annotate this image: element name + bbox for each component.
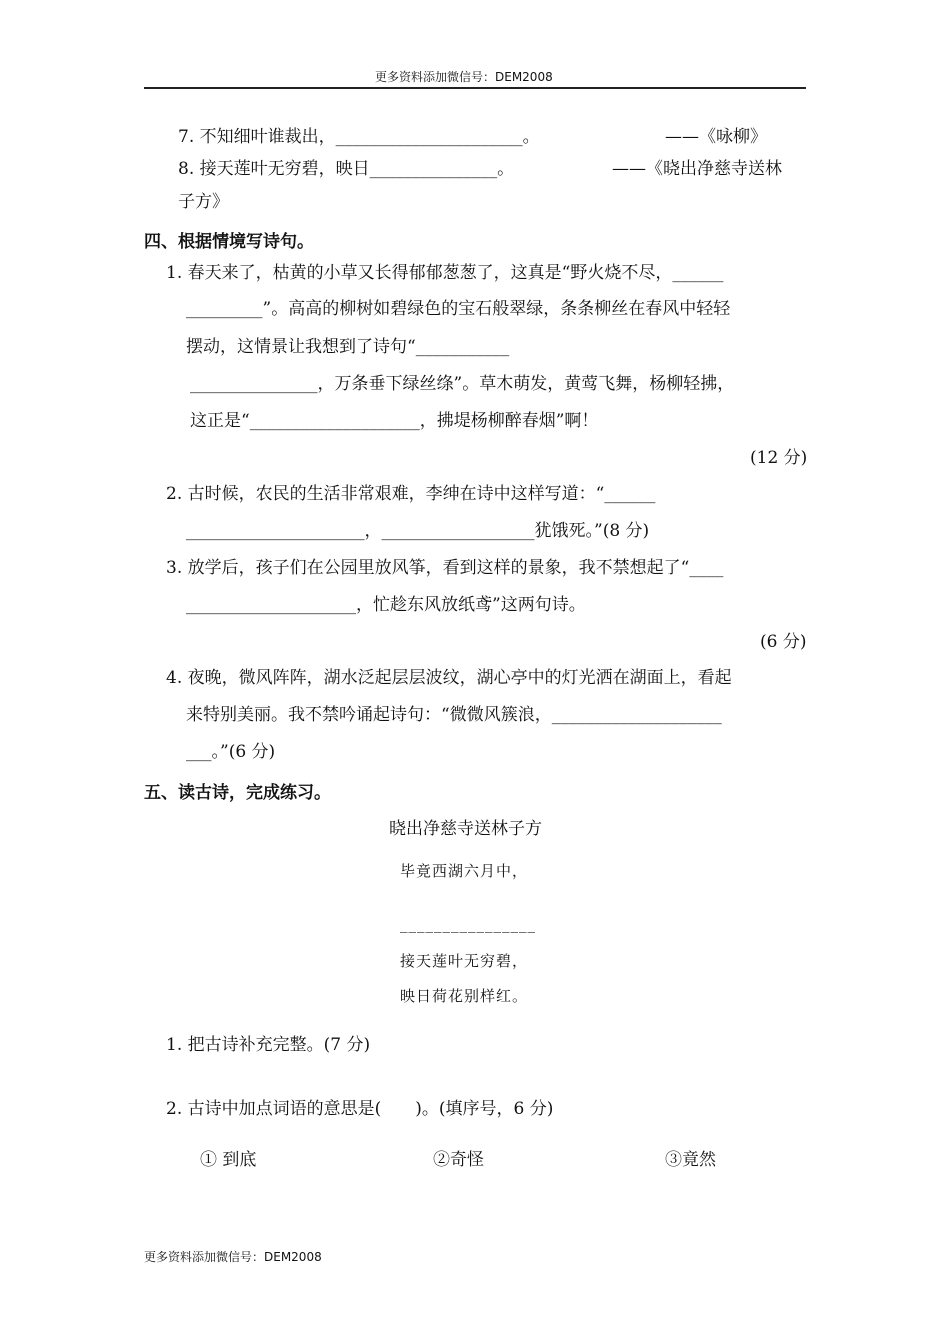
s4-q4-line1: 4. 夜晚，微风阵阵，湖水泛起层层波纹，湖心亭中的灯光洒在湖面上，看起 xyxy=(166,668,732,688)
s4-q3-line2: ____________________，忙趁东风放纸鸢”这两句诗。 xyxy=(186,595,586,615)
s4-q4-line3: ___。”(6 分) xyxy=(186,742,276,762)
poem-line-1: 毕竟西湖六月中， xyxy=(400,862,529,880)
question-7: 7. 不知细叶谁裁出，______________________。 xyxy=(178,127,540,147)
section-4-title: 四、根据情境写诗句。 xyxy=(144,232,314,252)
question-8: 8. 接天莲叶无穷碧，映日_______________。 xyxy=(178,159,515,179)
page-header: 更多资料添加微信号：DEM2008 xyxy=(375,70,553,84)
s5-q1: 1. 把古诗补充完整。(7 分) xyxy=(166,1035,371,1055)
question-7-source: ——《咏柳》 xyxy=(665,127,767,147)
s4-q1-line2: _________”。高高的柳树如碧绿色的宝石般翠绿，条条柳丝在春风中轻轻 xyxy=(186,299,731,319)
s4-q1-line1: 1. 春天来了，枯黄的小草又长得郁郁葱葱了，这真是“野火烧不尽，______ xyxy=(166,263,724,283)
poem-line-2-blank: ________________ xyxy=(400,915,536,933)
option-2: ②奇怪 xyxy=(433,1150,484,1170)
option-3: ③竟然 xyxy=(665,1150,716,1170)
page-footer: 更多资料添加微信号：DEM2008 xyxy=(144,1250,322,1264)
s4-q1-line4: _______________，万条垂下绿丝绦”。草木萌发，黄莺飞舞，杨柳轻拂， xyxy=(190,374,735,394)
poem-line-4: 映日荷花别样红。 xyxy=(400,987,529,1005)
question-8-source-cont: 子方》 xyxy=(178,192,229,212)
s4-q1-line5: 这正是“____________________，拂堤杨柳醉春烟”啊！ xyxy=(190,411,599,431)
s4-q2-line1: 2. 古时候，农民的生活非常艰难，李绅在诗中这样写道：“______ xyxy=(166,484,656,504)
s5-q2: 2. 古诗中加点词语的意思是( )。(填序号，6 分) xyxy=(166,1099,554,1119)
s4-q1-score: (12 分) xyxy=(750,448,808,468)
header-rule xyxy=(144,87,806,89)
question-8-source: ——《晓出净慈寺送林 xyxy=(612,159,782,179)
poem-title: 晓出净慈寺送林子方 xyxy=(389,819,542,839)
s4-q1-line3: 摆动，这情景让我想到了诗句“___________ xyxy=(186,337,510,357)
s4-q3-score: (6 分) xyxy=(760,632,807,652)
option-1: ① 到底 xyxy=(200,1150,257,1170)
s4-q3-line1: 3. 放学后，孩子们在公园里放风筝，看到这样的景象，我不禁想起了“____ xyxy=(166,558,724,578)
s4-q2-line2: _____________________，__________________犹饿死。”(8 分) xyxy=(186,521,650,541)
poem-line-3: 接天莲叶无穷碧， xyxy=(400,952,529,970)
section-5-title: 五、读古诗，完成练习。 xyxy=(144,783,331,803)
s4-q4-line2: 来特别美丽。我不禁吟诵起诗句：“微微风簇浪，____________________ xyxy=(186,705,722,725)
